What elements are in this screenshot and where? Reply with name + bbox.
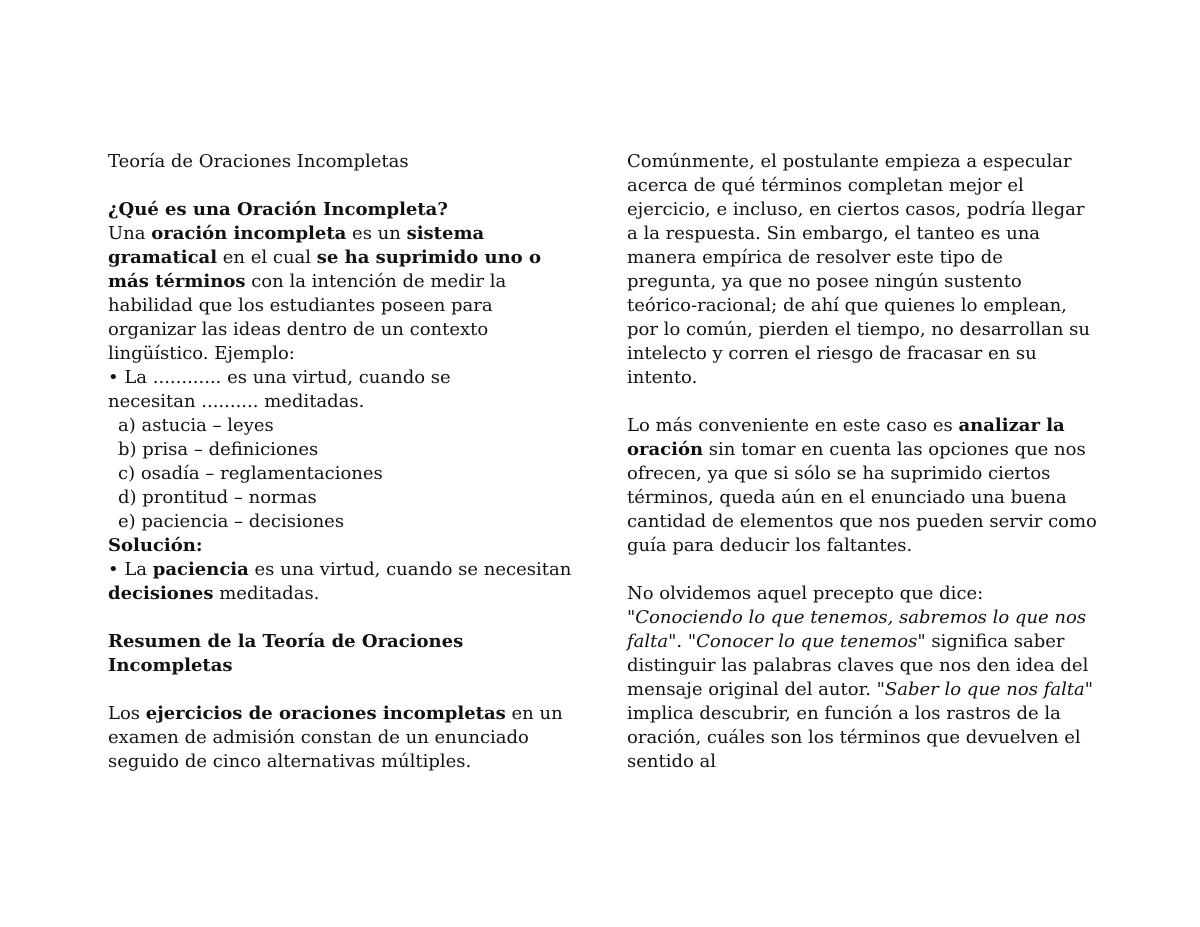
text-run: con la intención de medir la habilidad que los estudiantes poseen para organizar las ideas dentro de un contexto lingüístico. Ejemplo: xyxy=(108,271,507,364)
solution-paragraph xyxy=(108,558,578,606)
definition-paragraph xyxy=(108,222,578,366)
paragraph-1: Comúnmente, el postulante empieza a especular acerca de qué términos completan mejor el ejercicio, e incluso, en ciertos casos, podría llegar a la respuesta. Sin embargo, el tanteo es una manera empírica de resolver este tipo de pregunta, ya que no posee ningún sustento teórico-racional; de ahí que quienes lo emplean, por lo común, pierden el tiempo, no desarrollan su intelecto y corren el riesgo de fracasar en su intento. xyxy=(627,151,1091,388)
italic-run: "Conociendo lo que tenemos, sabremos lo que nos falta" xyxy=(627,607,1087,652)
question-heading: ¿Qué es una Oración Incompleta? xyxy=(108,199,448,220)
text-run: meditadas. xyxy=(213,583,320,604)
example-line: • La ............ es una virtud, cuando se xyxy=(108,367,451,388)
summary-paragraph xyxy=(108,702,578,774)
text-run: en un examen de admisión constan de un enunciado seguido de cinco alternativas múltiples. xyxy=(108,703,563,772)
bold-run: analizar la oración xyxy=(627,415,1065,460)
example-line: necesitan .......... meditadas. xyxy=(108,391,365,412)
text-run: No olvidemos aquel precepto que dice: xyxy=(627,583,984,604)
bold-run: se ha suprimido uno o más términos xyxy=(108,247,541,292)
text-run: es un xyxy=(346,223,407,244)
text-run: en el cual xyxy=(217,247,317,268)
bold-run: sistema gramatical xyxy=(108,223,485,268)
text-run: Lo más conveniente en este caso es xyxy=(627,415,959,436)
solution-label: Solución: xyxy=(108,535,203,556)
text-run: implica descubrir, en función a los rastros de la oración, cuáles son los términos que devuelven el sentido al xyxy=(627,703,1081,772)
bold-run: ejercicios de oraciones incompletas xyxy=(145,703,506,724)
paragraph-2 xyxy=(627,414,1097,558)
text-run: sin tomar en cuenta las opciones que nos ofrecen, ya que si sólo se ha suprimido ciertos términos, queda aún en el enunciado una buena cantidad de elementos que nos pueden servir como guía para deducir los faltantes. xyxy=(627,439,1097,556)
text-run: . xyxy=(676,631,688,652)
paragraph-3 xyxy=(627,582,1097,774)
text-run: • La xyxy=(108,559,153,580)
document-title: Teoría de Oraciones Incompletas xyxy=(108,151,409,172)
text-run: Una xyxy=(108,223,152,244)
summary-heading: Resumen de la Teoría de Oraciones Incompletas xyxy=(108,631,464,676)
bold-run: paciencia xyxy=(152,559,249,580)
italic-run: "Saber lo que nos falta" xyxy=(876,679,1094,700)
bold-run: decisiones xyxy=(108,583,214,604)
italic-run: "Conocer lo que tenemos" xyxy=(687,631,926,652)
option-e: e) paciencia – decisiones xyxy=(118,511,345,532)
option-a: a) astucia – leyes xyxy=(118,415,274,436)
option-d: d) prontitud – normas xyxy=(118,487,317,508)
text-run: significa saber distinguir las palabras claves que nos den idea del mensaje original del autor. xyxy=(627,631,1089,700)
left-column xyxy=(108,150,578,774)
text-run: Los xyxy=(108,703,146,724)
text-run: es una virtud, cuando se necesitan xyxy=(248,559,572,580)
right-column xyxy=(627,150,1097,774)
bold-run: oración incompleta xyxy=(151,223,347,244)
option-b: b) prisa – definiciones xyxy=(118,439,319,460)
option-c: c) osadía – reglamentaciones xyxy=(118,463,383,484)
